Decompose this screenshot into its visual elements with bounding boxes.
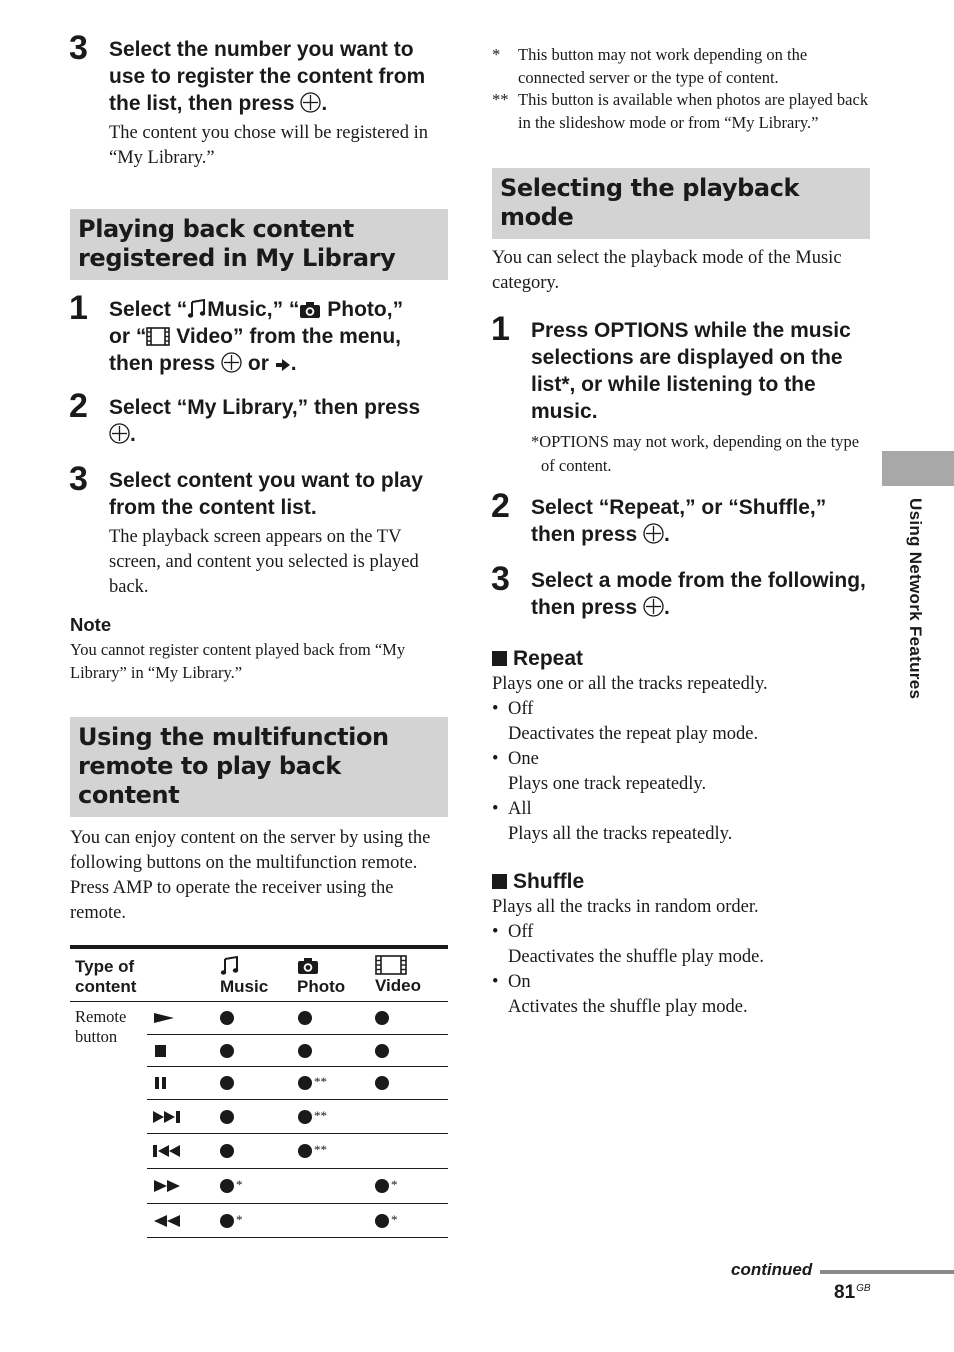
step-description: The content you chose will be registered in “My Library.” <box>109 123 429 168</box>
repeat-heading: Repeat <box>492 646 870 672</box>
step-register <box>69 29 448 171</box>
shuffle-option-description: Activates the shuffle play mode. <box>508 997 748 1017</box>
step-instruction: Select “Repeat,” or “Shuffle,” then press . <box>531 496 827 546</box>
step-instruction: Select “My Library,” then press . <box>109 396 421 446</box>
step-number: 1 <box>69 289 88 327</box>
table-row <box>147 1035 448 1067</box>
table-header-photo: Photo <box>297 957 345 997</box>
supported-dot <box>298 1110 312 1124</box>
right-arrow-icon <box>275 357 291 373</box>
enter-button-icon <box>643 523 664 544</box>
pause-icon <box>152 1075 176 1096</box>
step-select-my-library <box>69 387 448 448</box>
repeat-mode-section <box>492 646 870 847</box>
section-body: You can enjoy content on the server by using the following buttons on the multifunction remote. <box>70 828 431 873</box>
remote-button-label: Remote button <box>75 1007 127 1046</box>
supported-dot <box>220 1144 234 1158</box>
supported-dot <box>220 1076 234 1090</box>
step-select-category <box>69 289 448 377</box>
section-intro: You can select the playback mode of the Music category. <box>492 248 842 293</box>
enter-button-icon <box>300 92 321 113</box>
section-heading-multifunction-remote: Using the multifunction remote to play back content <box>70 717 448 817</box>
next-icon <box>152 1109 186 1130</box>
footnote-mark: ** <box>314 1108 327 1123</box>
footnote-mark: * <box>391 1212 398 1227</box>
enter-button-icon <box>643 596 664 617</box>
supported-dot <box>298 1011 312 1025</box>
footnote-mark: ** <box>314 1074 327 1089</box>
repeat-option-all: • All <box>492 799 532 819</box>
step-instruction: Select a mode from the following, then press . <box>531 569 866 619</box>
step-number: 3 <box>491 560 510 598</box>
repeat-option-description: Plays one track repeatedly. <box>508 774 707 794</box>
repeat-option-off: • Off <box>492 699 534 719</box>
step-number: 2 <box>69 387 88 425</box>
photo-icon <box>299 301 321 319</box>
step-number: 3 <box>69 29 88 67</box>
shuffle-description: Plays all the tracks in random order. <box>492 897 759 917</box>
step-press-options <box>491 310 870 477</box>
section-heading-playback-mode: Selecting the playback mode <box>492 168 870 239</box>
supported-dot <box>375 1214 389 1228</box>
table-row <box>147 1169 448 1204</box>
supported-dot <box>220 1110 234 1124</box>
repeat-description: Plays one or all the tracks repeatedly. <box>492 674 768 694</box>
footnote: ** This button is available when photos are played back in the slideshow mode or from “My Library.” <box>492 90 869 132</box>
supported-dot <box>298 1044 312 1058</box>
supported-dot <box>375 1011 389 1025</box>
step-instruction: Press OPTIONS while the music selections are displayed on the list*, or while listening to the music. <box>531 319 851 423</box>
continued-bar <box>820 1270 954 1274</box>
table-header-type: Type of content <box>75 957 137 996</box>
note-text: You cannot register content played back from “My Library” in “My Library.” <box>70 640 406 682</box>
table-header <box>70 949 448 1002</box>
step-note: *OPTIONS may not work, depending on the type of content. <box>531 432 860 475</box>
repeat-option-description: Plays all the tracks repeatedly. <box>508 824 733 844</box>
note <box>70 614 448 684</box>
stop-icon <box>152 1043 176 1064</box>
supported-dot <box>220 1044 234 1058</box>
supported-dot <box>375 1179 389 1193</box>
supported-dot <box>220 1179 234 1193</box>
section-body: Press AMP to operate the receiver using the remote. <box>70 878 394 923</box>
shuffle-option-description: Deactivates the shuffle play mode. <box>508 947 765 967</box>
section-heading-my-library: Playing back content registered in My Library <box>70 209 448 280</box>
right-column <box>492 44 870 1020</box>
continued-label: continued <box>731 1260 813 1279</box>
music-icon <box>220 955 240 976</box>
footnotes <box>492 44 870 134</box>
table-row <box>147 1067 448 1100</box>
supported-dot <box>220 1011 234 1025</box>
footnote-mark: * <box>236 1177 243 1192</box>
step-instruction: Select content you want to play from the content list. <box>109 469 423 519</box>
footnote-mark: * <box>391 1177 398 1192</box>
step-description: The playback screen appears on the TV screen, and content you selected is played back. <box>109 527 419 597</box>
side-tab-label: Using Network Features <box>906 498 925 700</box>
repeat-option-description: Deactivates the repeat play mode. <box>508 724 759 744</box>
page-number: $81^{GB}$ <box>834 1282 871 1303</box>
video-icon <box>146 327 170 346</box>
square-bullet-icon <box>492 651 507 666</box>
enter-button-icon <box>109 423 130 444</box>
shuffle-heading: Shuffle <box>492 869 870 895</box>
table-header-video: Video <box>375 955 421 996</box>
table-row <box>147 1100 448 1134</box>
fast-forward-icon <box>152 1178 186 1199</box>
shuffle-mode-section <box>492 869 870 1020</box>
video-icon <box>375 955 407 975</box>
left-column <box>69 29 448 926</box>
step-select-content <box>69 460 448 600</box>
step-number: 2 <box>491 487 510 525</box>
repeat-option-one: • One <box>492 749 539 769</box>
music-icon <box>187 298 207 319</box>
supported-dot <box>298 1076 312 1090</box>
table-row <box>147 1134 448 1169</box>
square-bullet-icon <box>492 874 507 889</box>
play-icon <box>152 1010 176 1031</box>
table-row <box>147 1204 448 1238</box>
photo-icon <box>297 957 319 975</box>
note-title: Note <box>70 614 112 635</box>
step-instruction: Select the number you want to use to register the content from the list, then press . <box>109 38 426 115</box>
supported-dot <box>375 1044 389 1058</box>
step-number: 1 <box>491 310 510 348</box>
step-number: 3 <box>69 460 88 498</box>
supported-dot <box>220 1214 234 1228</box>
footnote-mark: ** <box>314 1142 327 1157</box>
shuffle-option-off: • Off <box>492 922 534 942</box>
footnote: * This button may not work depending on the connected server or the type of content. <box>492 45 808 87</box>
table-header-music: Music <box>220 955 268 997</box>
rewind-icon <box>152 1213 186 1234</box>
previous-icon <box>152 1143 186 1164</box>
enter-button-icon <box>221 352 242 373</box>
table-row <box>147 1002 448 1035</box>
shuffle-option-on: • On <box>492 972 531 992</box>
step-select-repeat-shuffle <box>491 487 870 548</box>
remote-button-table <box>70 945 448 1238</box>
table-rows <box>147 1002 448 1238</box>
supported-dot <box>298 1144 312 1158</box>
footnote-mark: * <box>236 1212 243 1227</box>
step-select-mode <box>491 560 870 621</box>
step-instruction: Select “ Music,” “ Photo,” or “ Video” from the menu, then press or . <box>109 298 404 375</box>
section-tab-marker <box>882 451 954 486</box>
table-body <box>70 1002 448 1238</box>
supported-dot <box>375 1076 389 1090</box>
